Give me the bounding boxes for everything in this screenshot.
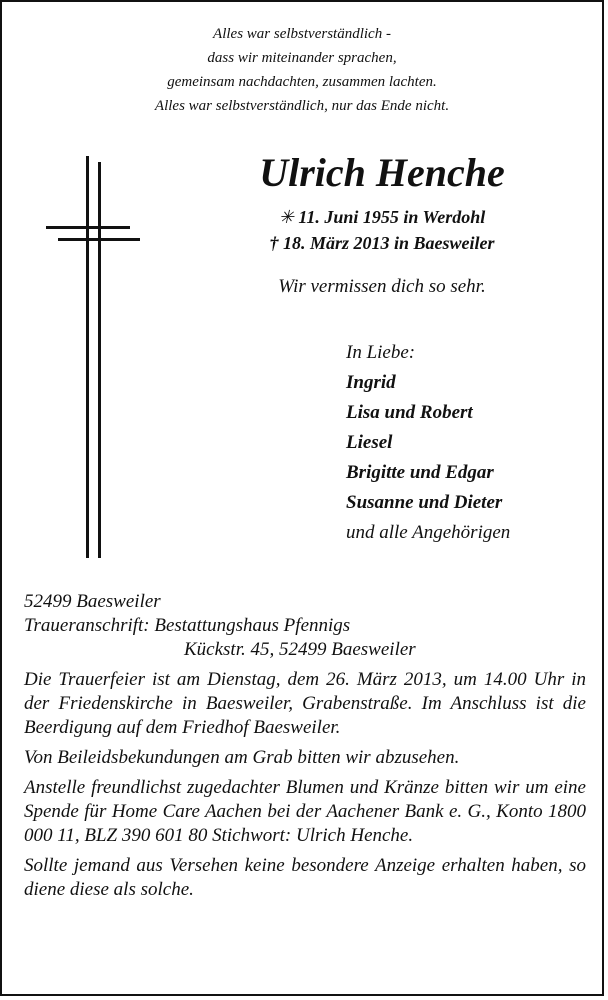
mourners-list bbox=[346, 338, 510, 548]
death-line bbox=[202, 230, 562, 256]
life-dates bbox=[202, 204, 562, 256]
mourner-name: Susanne und Dieter bbox=[346, 492, 503, 513]
dagger-icon: † bbox=[269, 233, 279, 253]
poem-line: Alles war selbstverständlich - bbox=[213, 26, 391, 42]
funeral-information bbox=[24, 590, 586, 902]
address-line: Traueranschrift: Bestattungshaus Pfennigs bbox=[24, 615, 351, 636]
ceremony-details: Die Trauerfeier ist am Dienstag, dem 26. März 2013, um 14.00 Uhr in der Friedenskirche in Baesweiler, Grabenstraße. Im Anschluss ist die Beerdigung auf dem Friedhof Baesweiler. bbox=[24, 669, 586, 738]
poem-line: Alles war selbstverständlich, nur das Ende nicht. bbox=[154, 98, 450, 114]
deceased-name: Ulrich Henche bbox=[259, 150, 505, 195]
poem-line: gemeinsam nachdachten, zusammen lachten. bbox=[167, 74, 437, 90]
birth-date: 11. Juni 1955 in Werdohl bbox=[298, 207, 486, 227]
death-date: 18. März 2013 in Baesweiler bbox=[282, 233, 495, 253]
address-line: Kückstr. 45, 52499 Baesweiler bbox=[184, 639, 416, 660]
mourner-name: Ingrid bbox=[346, 372, 396, 393]
donation-request: Anstelle freundlichst zugedachter Blumen und Kränze bitten wir um eine Spende für Home Care Aachen bei der Aachener Bank e. G., Konto 1800 000 11, BLZ 390 601 80 Stichwort: Ulrich Henche. bbox=[24, 777, 586, 846]
poem-line: dass wir miteinander sprachen, bbox=[207, 50, 397, 66]
cross-icon bbox=[46, 156, 146, 558]
memorial-message: Wir vermissen dich so sehr. bbox=[278, 276, 486, 297]
mourner-name: Lisa und Robert bbox=[346, 402, 473, 423]
birth-line bbox=[202, 204, 562, 230]
star-icon: ✳ bbox=[278, 207, 294, 227]
notice-note: Sollte jemand aus Versehen keine besondere Anzeige erhalten haben, so diene diese als solche. bbox=[24, 855, 586, 900]
mourner-name: Brigitte und Edgar bbox=[346, 462, 494, 483]
condolence-note: Von Beileidsbekundungen am Grab bitten wir abzusehen. bbox=[24, 747, 460, 768]
city: 52499 Baesweiler bbox=[24, 591, 161, 612]
mourners-intro: In Liebe: bbox=[346, 342, 416, 363]
mourners-closing: und alle Angehörigen bbox=[346, 522, 511, 543]
poem bbox=[2, 22, 602, 118]
mourner-name: Liesel bbox=[346, 432, 393, 453]
